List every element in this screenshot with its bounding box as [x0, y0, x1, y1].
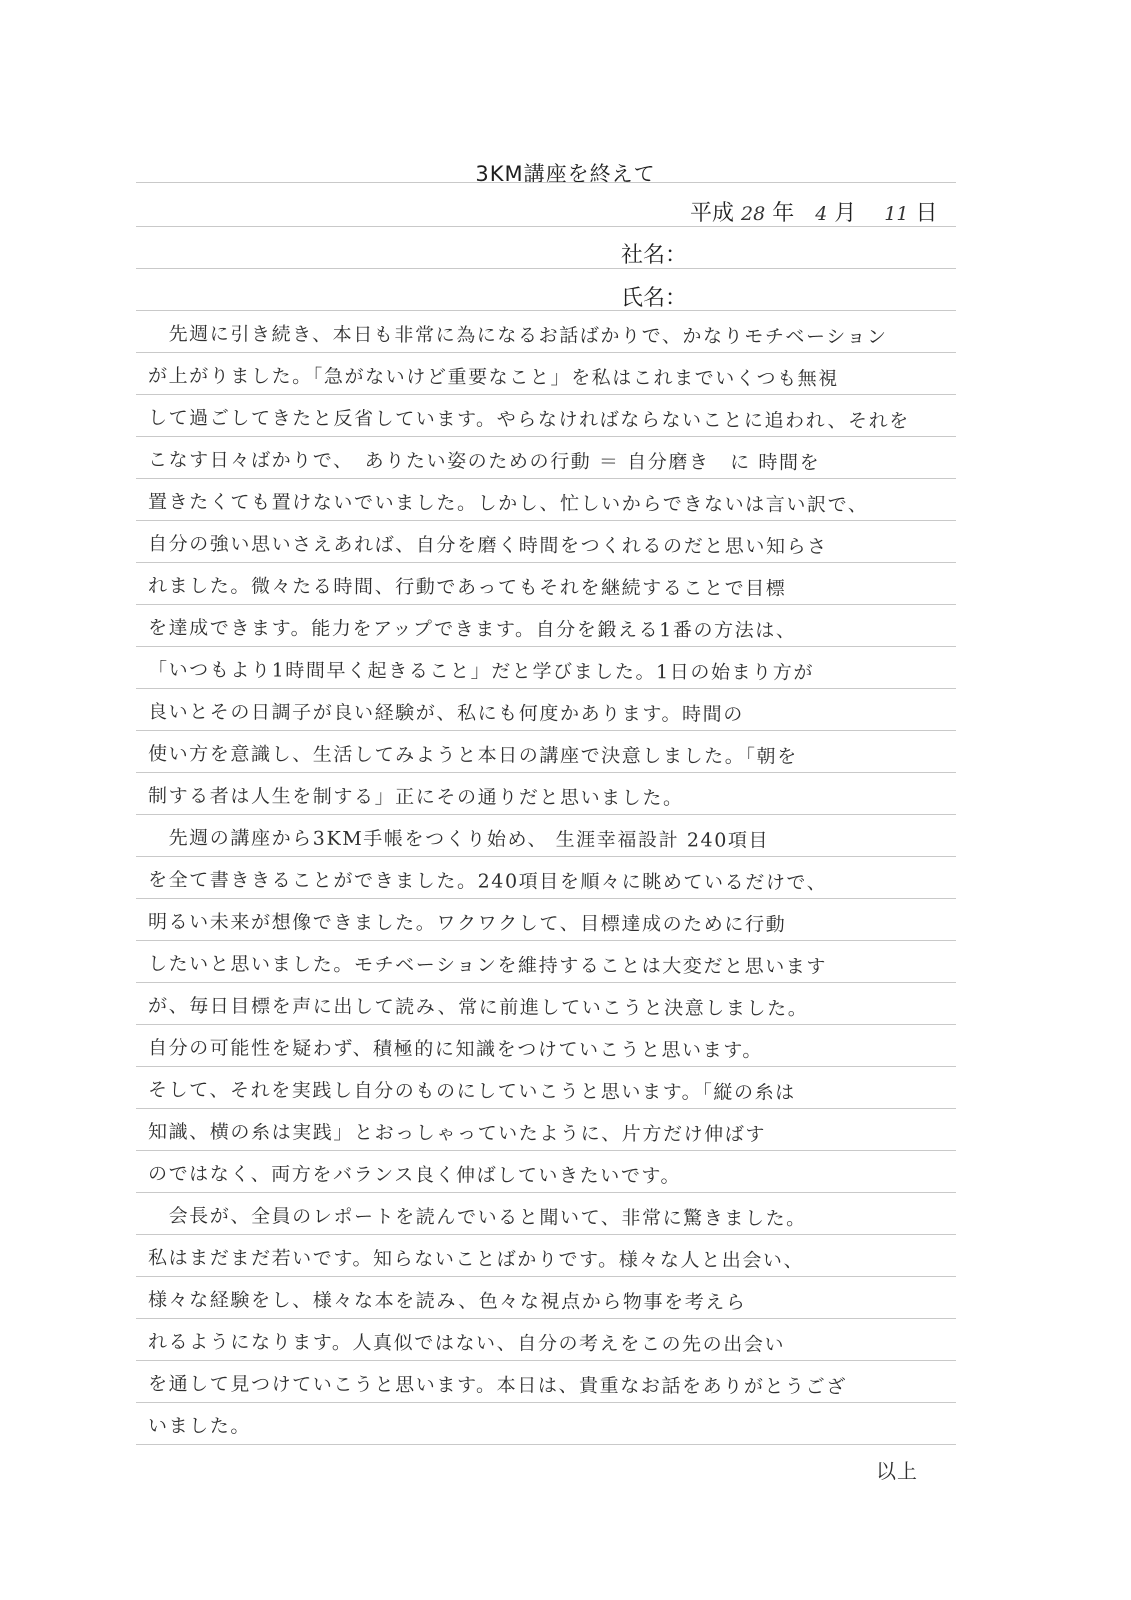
ruled-line	[136, 310, 956, 311]
text-line: を通して見つけていこうと思います。本日は、貴重なお話をありがとうござ	[147, 1373, 847, 1399]
company-label: 社名：	[621, 243, 688, 268]
text-line: 先週の講座から3KM手帳をつくり始め、 生涯幸福設計 240項目	[147, 827, 770, 852]
text-line: 会長が、全員のレポートを読んでいると聞いて、非常に驚きました。	[147, 1205, 807, 1230]
ruled-line	[136, 646, 956, 647]
ruled-line	[136, 520, 956, 521]
closing-mark: 以上	[876, 1459, 918, 1483]
ruled-line	[136, 940, 956, 941]
text-line: を達成できます。能力をアップできます。自分を鍛える1番の方法は、	[147, 617, 797, 642]
text-line: して過ごしてきたと反省しています。やらなければならないことに追われ、それを	[147, 407, 910, 433]
text-line: を全て書ききることができました。240項目を順々に眺めているだけで、	[147, 869, 828, 894]
text-line: したいと思いました。モチベーションを維持することは大変だと思います	[147, 953, 828, 978]
ruled-line	[136, 394, 956, 395]
date-year: 28	[741, 203, 766, 225]
date-year-unit: 年	[772, 201, 795, 226]
text-line: 知識、横の糸は実践」とおっしゃっていたように、片方だけ伸ばす	[147, 1121, 767, 1146]
ruled-line	[136, 772, 956, 773]
ruled-line	[136, 982, 956, 983]
text-line: 置きたくても置けないでいました。しかし、忙しいからできないは言い訳で、	[147, 491, 869, 517]
ruled-line	[136, 562, 956, 563]
text-line: 自分の可能性を疑わず、積極的に知識をつけていこうと思います。	[147, 1037, 764, 1062]
text-line: が上がりました。「急がないけど重要なこと」を私はこれまでいくつも無視	[147, 365, 839, 391]
text-line: こなす日々ばかりで、 ありたい姿のための行動 ＝ 自分磨き に 時間を	[147, 449, 821, 474]
ruled-line	[136, 436, 956, 437]
text-line: 制する者は人生を制する」正にその通りだと思いました。	[147, 785, 684, 810]
date-month: 4	[815, 203, 828, 225]
ruled-line	[136, 478, 956, 479]
ruled-line	[136, 268, 956, 269]
date-day-unit: 日	[915, 201, 938, 226]
text-line: が、毎日目標を声に出して読み、常に前進していこうと決意しました。	[147, 995, 809, 1020]
ruled-line	[136, 1360, 956, 1361]
ruled-line	[136, 1192, 956, 1193]
ruled-line	[136, 898, 956, 899]
ruled-line	[136, 352, 956, 353]
text-line: 私はまだまだ若いです。知らないことばかりです。様々な人と出会い、	[147, 1247, 805, 1272]
text-line: そして、それを実践し自分のものにしていこうと思います。「縦の糸は	[147, 1079, 796, 1104]
ruled-line	[136, 1150, 956, 1151]
ruled-line	[136, 1234, 956, 1235]
date-month-unit: 月	[834, 201, 857, 226]
ruled-line	[136, 1444, 956, 1445]
ruled-line	[136, 1108, 956, 1109]
document-title: 3KM講座を終えて	[475, 162, 656, 186]
text-line: 先週に引き続き、本日も非常に為になるお話ばかりで、かなりモチベーション	[147, 323, 888, 349]
text-line: 様々な経験をし、様々な本を読み、色々な視点から物事を考えら	[147, 1289, 747, 1314]
text-line: のではなく、両方をバランス良く伸ばしていきたいです。	[147, 1163, 682, 1188]
text-line: いました。	[147, 1415, 252, 1438]
ruled-line	[136, 1066, 956, 1067]
ruled-line	[136, 182, 956, 183]
ruled-line	[136, 730, 956, 731]
ruled-line	[136, 1024, 956, 1025]
text-line: れました。微々たる時間、行動であってもそれを継続することで目標	[147, 575, 787, 600]
ruled-line	[136, 856, 956, 857]
ruled-line	[136, 688, 956, 689]
ruled-line	[136, 1276, 956, 1277]
text-line: 「いつもより1時間早く起きること」だと学びました。1日の始まり方が	[147, 659, 815, 684]
name-label: 氏名：	[621, 286, 688, 311]
ruled-line	[136, 1318, 956, 1319]
text-line: 良いとその日調子が良い経験が、私にも何度かあります。時間の	[147, 701, 744, 726]
date-day: 11	[884, 203, 909, 225]
date-era: 平成	[690, 201, 735, 226]
text-line: れるようになります。人真似ではない、自分の考えをこの先の出会い	[147, 1331, 786, 1356]
ruled-line	[136, 814, 956, 815]
text-line: 自分の強い思いさえあれば、自分を磨く時間をつくれるのだと思い知らさ	[147, 533, 828, 558]
date-line	[690, 196, 938, 227]
text-line: 明るい未来が想像できました。ワクワクして、目標達成のために行動	[147, 911, 787, 936]
ruled-line	[136, 1402, 956, 1403]
ruled-line	[136, 604, 956, 605]
text-line: 使い方を意識し、生活してみようと本日の講座で決意しました。「朝を	[147, 743, 798, 768]
